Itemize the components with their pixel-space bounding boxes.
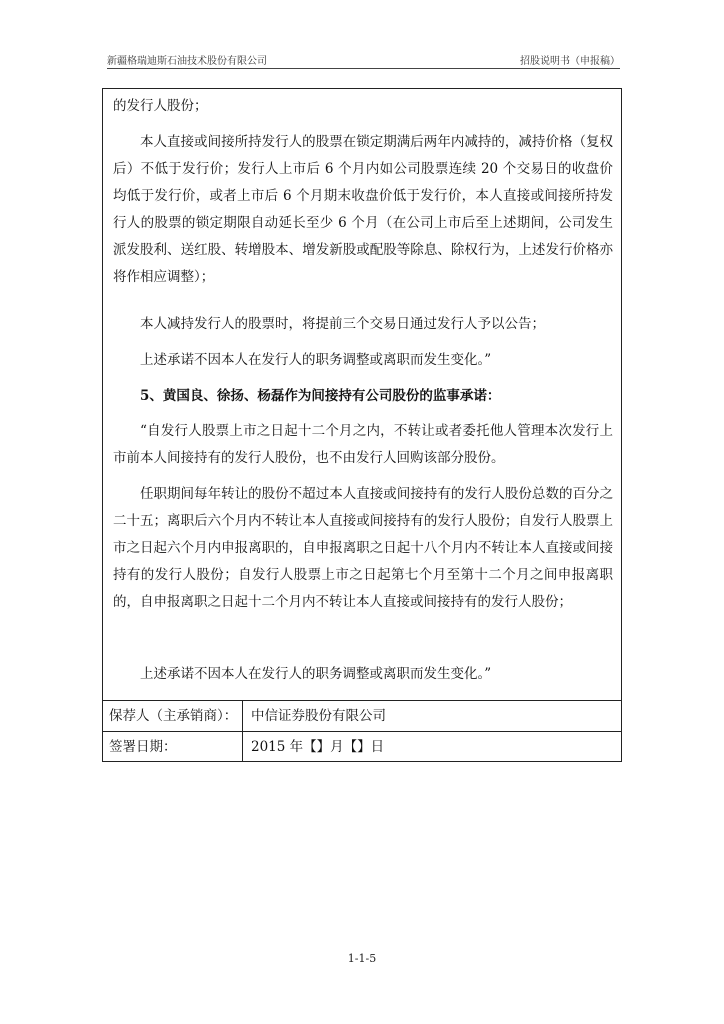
- header-company-name: 新疆格瑞迪斯石油技术股份有限公司: [107, 56, 267, 67]
- signing-date-label: 签署日期：: [103, 732, 243, 762]
- header-divider: [107, 68, 620, 69]
- commitment-table: [102, 88, 622, 762]
- signing-date-row: [103, 731, 621, 762]
- paragraph-1: 的发行人股份；: [113, 98, 208, 114]
- sponsor-value: 中信证券股份有限公司: [251, 708, 386, 724]
- page-number: 1-1-5: [347, 952, 377, 965]
- sponsor-row: [103, 700, 621, 731]
- sponsor-label: 保荐人（主承销商）：: [103, 701, 243, 731]
- section-heading-5: 5、黄国良、徐扬、杨磊作为间接持有公司股份的监事承诺：: [140, 388, 501, 404]
- commitment-text-cell: [103, 89, 621, 700]
- paragraph-3: 本人减持发行人的股票时，将提前三个交易日通过发行人予以公告；: [140, 316, 545, 332]
- page-header: [107, 50, 620, 68]
- header-document-type: 招股说明书（申报稿）: [520, 56, 620, 67]
- signing-date-value: 2015 年【】月【】日: [251, 739, 385, 755]
- paragraph-8: 上述承诺不因本人在发行人的职务调整或离职而发生变化。”: [140, 666, 492, 682]
- paragraph-7: 任职期间每年转让的股份不超过本人直接或间接持有的发行人股份总数的百分之二十五；离职后六个月内不转让本人直接或间接持有的发行人股份；自发行人股票上市之日起六个月内申报离职的，自申报离职之日起十八个月内不转让本人直接或间接持有的发行人股份；自发行人股票上市之日起第七个月至第十二个月之间申报离职的，自申报离职之日起十二个月内不转让本人直接或间接持有的发行人股份；: [113, 486, 613, 610]
- paragraph-4: 上述承诺不因本人在发行人的职务调整或离职而发生变化。”: [140, 352, 492, 368]
- paragraph-6: “自发行人股票上市之日起十二个月之内，不转让或者委托他人管理本次发行上市前本人间接持有的发行人股份，也不由发行人回购该部分股份。: [113, 423, 613, 466]
- paragraph-2: 本人直接或间接所持发行人的股票在锁定期满后两年内减持的，减持价格（复权后）不低于发行价；发行人上市后 6 个月内如公司股票连续 20 个交易日的收盘价均低于发行价，或者上市后 6 个月期末收盘价低于发行价，本人直接或间接所持发行人的股票的锁定期限自动延长至少 6 个月（在公司上市后至上述期间，公司发生派发股利、送红股、转增股本、增发新股或配股等除息、除权行为，上述发行价格亦将作相应调整）；: [113, 134, 613, 285]
